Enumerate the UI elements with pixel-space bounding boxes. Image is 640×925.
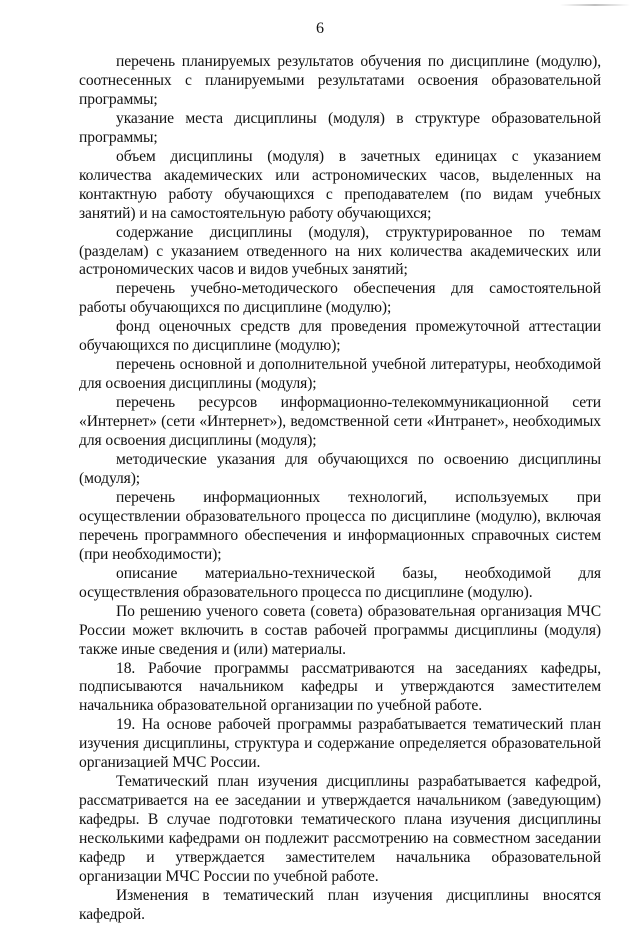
paragraph-item-19: 19. На основе рабочей программы разрабатывается тематический план изучения дисциплины, структура и содержание определяется образовательной организацией МЧС России.	[79, 716, 601, 772]
paragraph-plan-changes: Изменения в тематический план изучения дисциплины вносятся кафедрой.	[79, 886, 601, 923]
paragraph-discipline-content: содержание дисциплины (модуля), структурированное по темам (разделам) с указанием отведенного на них количества академических или астрономических часов и видов учебных занятий;	[79, 223, 601, 279]
paragraph-discipline-volume: объем дисциплины (модуля) в зачетных единицах с указанием количества академических или астрономических часов, выделенных на контактную работу обучающихся с преподавателем (по видам учебных занятий) и на самостоятельную работу обучающихся;	[79, 147, 601, 222]
paragraph-council-decision: По решению ученого совета (совета) образовательная организация МЧС России может включить в состав рабочей программы дисциплины (модуля) также иные сведения и (или) материалы.	[79, 602, 601, 658]
paragraph-discipline-place: указание места дисциплины (модуля) в структуре образовательной программы;	[79, 109, 601, 146]
paragraph-network-resources: перечень ресурсов информационно-телекоммуникационной сети «Интернет» (сети «Интернет»), ведомственной сети «Интранет», необходимых для освоения дисциплины (модуля);	[79, 394, 601, 450]
paragraph-information-technologies: перечень информационных технологий, используемых при осуществлении образовательного процесса по дисциплине (модулю), включая перечень программного обеспечения и информационных справочных систем (при необходимости);	[79, 488, 601, 563]
paragraph-thematic-plan: Тематический план изучения дисциплины разрабатывается кафедрой, рассматривается на ее заседании и утверждается начальником (заведующим) кафедры. В случае подготовки тематического плана изучения дисциплины несколькими кафедрами он подлежит рассмотрению на совместном заседании кафедр и утверждается заместителем начальника образовательной организации МЧС России по учебной работе.	[79, 773, 601, 885]
paragraph-material-base: описание материально-технической базы, необходимой для осуществления образовательного процесса по дисциплине (модулю).	[79, 564, 601, 601]
paragraph-literature: перечень основной и дополнительной учебной литературы, необходимой для освоения дисциплины (модуля);	[79, 356, 601, 393]
document-body	[79, 53, 601, 925]
paragraph-assessment-fund: фонд оценочных средств для проведения промежуточной аттестации обучающихся по дисциплине (модулю);	[79, 318, 601, 355]
paragraph-learning-outcomes: перечень планируемых результатов обучения по дисциплине (модулю), соотнесенных с планируемыми результатами освоения образовательной программы;	[79, 53, 601, 108]
scan-artifact	[560, 4, 630, 6]
paragraph-methodical-support: перечень учебно-методического обеспечения для самостоятельной работы обучающихся по дисциплине (модулю);	[79, 280, 601, 317]
paragraph-item-18: 18. Рабочие программы рассматриваются на заседаниях кафедры, подписываются начальником кафедры и утверждаются заместителем начальника образовательной организации по учебной работе.	[79, 659, 601, 715]
paragraph-methodical-instructions: методические указания для обучающихся по освоению дисциплины (модуля);	[79, 451, 601, 487]
page-number: 6	[316, 20, 324, 37]
